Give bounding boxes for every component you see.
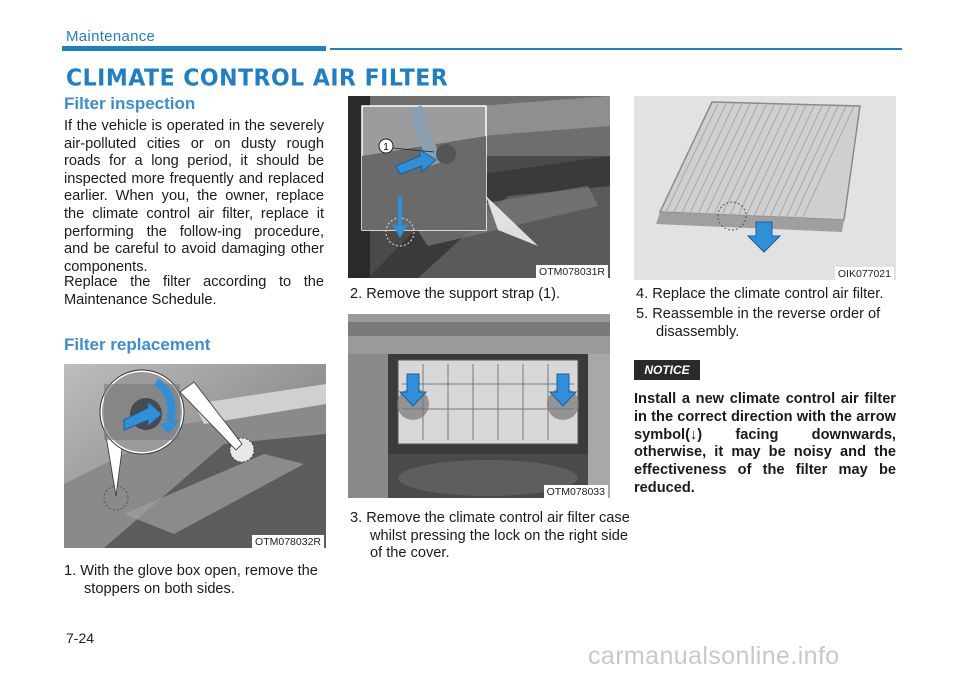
schedule-paragraph: Replace the filter according to the Maintenance Schedule. xyxy=(64,274,324,308)
page-title: CLIMATE CONTROL AIR FILTER xyxy=(66,65,449,92)
figure-filter-case xyxy=(348,314,610,498)
glove-box-illustration xyxy=(64,364,326,548)
figure-code: OTM078033 xyxy=(544,485,608,498)
figure-glove-box-stoppers xyxy=(64,364,326,548)
figure-support-strap xyxy=(348,96,610,278)
step-5: 5. Reassemble in the reverse order of disassembly. xyxy=(636,306,881,340)
notice-text: Install a new climate control air filter in the correct direction with the arrow symbol(↓) facing downwards, otherwise, it may be noisy and the effectiveness of the filter may be reduced. xyxy=(634,391,896,496)
header-rule-thick xyxy=(62,46,326,51)
filter-case-illustration xyxy=(348,314,610,498)
step-2: 2. Remove the support strap (1). xyxy=(350,286,561,302)
watermark-footer: carmanualsonline.info xyxy=(588,642,840,670)
page-number: 7-24 xyxy=(66,630,95,646)
inspection-paragraph: If the vehicle is operated in the severely air-polluted cities or on dusty rough roads for a long period, it should be inspected more frequently and replaced earlier. When you, the owner, replace the climate control air filter, replace it performing the follow-ing procedure, and be careful to avoid damaging other components. xyxy=(64,118,324,275)
figure-air-filter xyxy=(634,96,896,280)
figure-code: OTM078031R xyxy=(536,265,608,278)
callout-number: 1 xyxy=(383,142,389,153)
step-4: 4. Replace the climate control air filter. xyxy=(636,286,884,302)
section-label: Maintenance xyxy=(66,28,156,45)
step-1: 1. With the glove box open, remove the stoppers on both sides. xyxy=(64,563,318,597)
notice-badge: NOTICE xyxy=(634,360,700,380)
figure-code: OTM078032R xyxy=(252,535,324,548)
filter-inspection-heading: Filter inspection xyxy=(64,94,196,113)
header-rule-thin xyxy=(330,48,902,50)
support-strap-illustration xyxy=(348,96,610,278)
figure-code: OIK077021 xyxy=(835,267,894,280)
filter-replacement-heading: Filter replacement xyxy=(64,335,211,354)
step-3: 3. Remove the climate control air filter case whilst pressing the lock on the right side of the cover. xyxy=(350,510,630,562)
air-filter-illustration xyxy=(634,96,896,280)
